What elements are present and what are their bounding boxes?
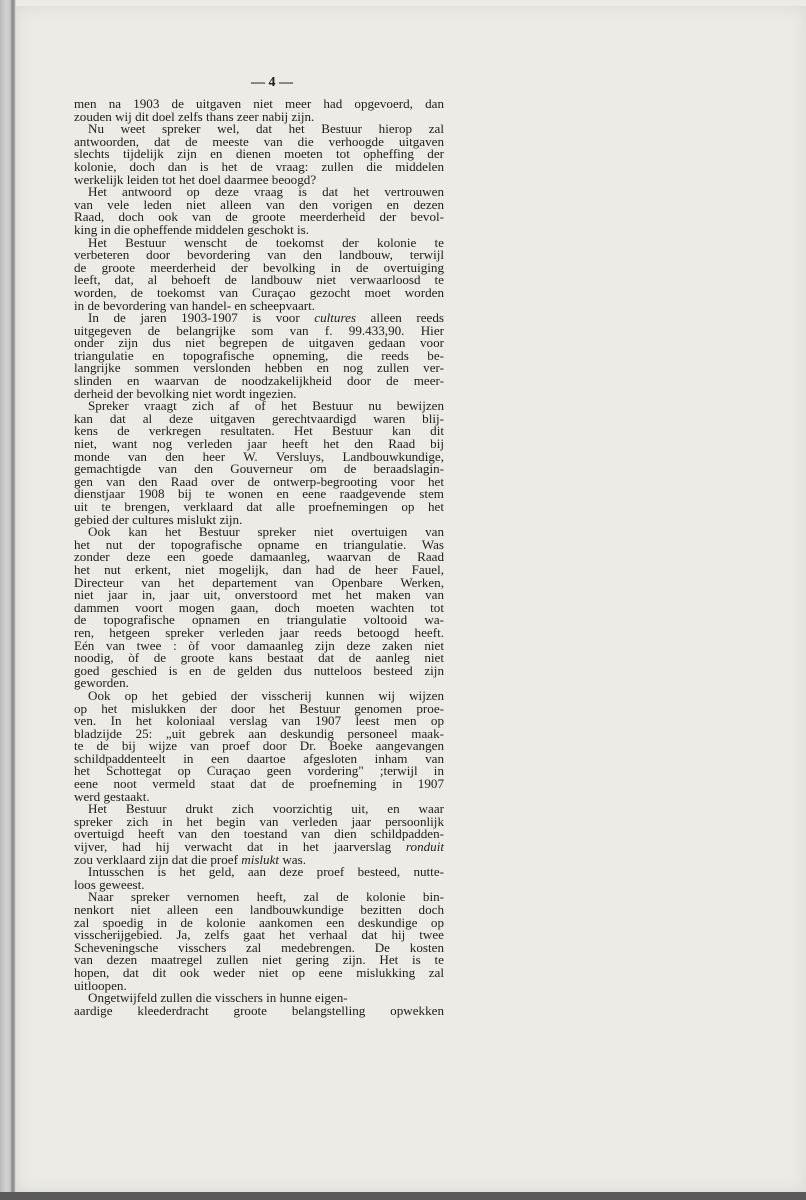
text-line: de groote meerderheid der bevolking in de overtuiging: [74, 259, 444, 275]
text-line: onder zijn dus niet begrepen de uitgaven gedaan voor: [74, 335, 444, 351]
text-line: Raad, doch ook van de groote meerderheid der bevol-: [74, 209, 444, 225]
text-line: Nu weet spreker wel, dat het Bestuur hierop zal: [88, 121, 444, 137]
text-line: van vele leden niet alleen van den vorigen en dezen: [74, 196, 444, 212]
text-line: te de bij wijze van proef door Dr. Boeke aangevangen: [74, 738, 444, 754]
text-line: geworden.: [74, 675, 129, 691]
text-line: men na 1903 de uitgaven niet meer had opgevoerd, dan: [74, 96, 444, 111]
text-line: loos geweest.: [74, 876, 145, 892]
text-line: leeft, dat, al behoeft de landbouw niet verwaarloosd te: [74, 272, 444, 288]
text-line: op het mislukken der door het Bestuur genomen proe-: [74, 700, 444, 716]
text-line: vijver, had hij verwacht dat in het jaarverslag ronduit: [74, 839, 444, 855]
text-line: worden, de toekomst van Curaçao gezocht moet worden: [74, 284, 444, 300]
text-line: langrijke sommen verslonden hebben en nog zullen ver-: [74, 360, 444, 376]
text-line: Ook op het gebied der visscherij kunnen wij wijzen: [88, 687, 444, 703]
text-line: Ongetwijfeld zullen die visschers in hunne eigen-: [88, 990, 348, 1006]
text-line: nenkort niet alleen een landbouwkundige bezitten doch: [74, 902, 444, 917]
text-line: zou verklaard zijn dat die proef mislukt was.: [74, 851, 306, 867]
text-line: Spreker vraagt zich af of het Bestuur nu bewijzen: [88, 398, 444, 414]
text-line: zonder deze een goede damaanleg, waarvan de Raad: [74, 549, 444, 565]
text-line: schildpaddenteelt in een daartoe afgesloten inham van: [74, 750, 444, 766]
text-line: van dezen maatregel zullen niet gering zijn. Het is te: [74, 952, 444, 968]
text-line: Directeur van het departement van Openbare Werken,: [74, 574, 444, 590]
text-line: kan dat al deze uitgaven gerechtvaardigd waren blij-: [74, 410, 444, 426]
text-line: het Schottegat op Curaçao geen vordering" ;terwijl in: [74, 763, 444, 779]
text-line: gebied der cultures mislukt zijn.: [74, 511, 243, 527]
text-line: uitloopen.: [74, 977, 127, 993]
text-line: Het Bestuur wenscht de toekomst der kolonie te: [88, 234, 444, 250]
text-line: werkelijk leiden tot het doel daarmee beoogd?: [74, 171, 317, 187]
text-line: king in die opheffende middelen geschokt is.: [74, 221, 310, 237]
text-line: monde van den heer W. Versluys, Landbouwkundige,: [74, 448, 444, 464]
text-line: Scheveningsche visschers zal medebrengen. De kosten: [74, 939, 444, 955]
text-line: noodig, òf de groote kans bestaat dat de aanleg niet: [74, 650, 444, 666]
text-line: niet jaar in, jaar uit, onverstoord met het maken van: [74, 587, 444, 603]
text-line: uit te brengen, verklaard dat alle proefnemingen op het: [74, 499, 444, 514]
scanner-bottom-edge: [0, 1192, 806, 1200]
text-line: Het antwoord op deze vraag is dat het vertrouwen: [88, 184, 444, 200]
text-line: slinden en waarvan de noodzakelijkheid door de meer-: [74, 373, 444, 389]
text-line: zouden wij dit doel zelfs thans zeer nabij zijn.: [74, 108, 315, 124]
text-line: spreker zich in het begin van verleden jaar persoonlijk: [74, 813, 444, 829]
text-line: ren, hetgeen spreker verleden jaar reeds betoogd heeft.: [74, 624, 444, 640]
text-line: bladzijde 25: „uit gebrek aan deskundig personeel maak-: [74, 725, 444, 741]
text-line: in de bevordering van handel- en scheepvaart.: [74, 297, 316, 313]
text-line: Intusschen is het geld, aan deze proef besteed, nutte-: [88, 864, 444, 880]
text-line: kolonie, doch dan is het de vraag: zullen die middelen: [74, 158, 444, 174]
text-line: het nut erkent, niet mogelijk, dan had de heer Fauel,: [74, 561, 444, 577]
text-line: verbeteren door bevordering van den landbouw, terwijl: [74, 247, 444, 263]
text-line: niet, want nog verleden jaar heeft het den Raad bij: [74, 436, 444, 452]
text-line: werd gestaakt.: [74, 788, 150, 804]
text-line: Ook kan het Bestuur spreker niet overtuigen van: [88, 524, 444, 540]
text-line: goed geschied is en de gelden dus nutteloos besteed zijn: [74, 662, 444, 678]
text-line: dammen voort mogen gaan, doch moeten wachten tot: [74, 599, 444, 615]
text-line: hopen, dat dit ook weder niet op eene mislukking zal: [74, 964, 444, 980]
body-text: [74, 98, 444, 1017]
text-line: Het Bestuur drukt zich voorzichtig uit, en waar: [88, 801, 444, 817]
text-line: visscherijgebied. Ja, zelfs gaat het verhaal dat hij twee: [74, 927, 444, 943]
text-line: ven. In het koloniaal verslag van 1907 leest men op: [74, 713, 444, 729]
text-line: Eén van twee : òf voor damaanleg zijn deze zaken niet: [74, 637, 444, 653]
text-line: het nut der topografische opname en triangulatie. Was: [74, 536, 444, 552]
text-line: gemachtigde van den Gouverneur om de beraadslagin-: [74, 461, 444, 477]
page-number: — 4 —: [251, 75, 293, 90]
text-line: gen van den Raad over de ontwerp-begrooting voor het: [74, 473, 444, 489]
text-line: de topografische opnamen en triangulatie voltooid wa-: [74, 612, 444, 628]
text-line: dienstjaar 1908 bij te wonen en eene raadgevende stem: [74, 486, 444, 502]
text-line: aardige kleederdracht groote belangstelling opwekken: [74, 1002, 444, 1018]
text-line: overtuigd heeft van den toestand van dien schildpadden-: [74, 826, 444, 842]
text-line: Naar spreker vernomen heeft, zal de kolonie bin-: [88, 889, 444, 905]
text-line: antwoorden, dat de meeste van die verhoogde uitgaven: [74, 133, 444, 149]
text-line: kens de verkregen resultaten. Het Bestuur kan dit: [74, 423, 444, 439]
text-line: uitgegeven de belangrijke som van f. 99.433,90. Hier: [74, 322, 444, 338]
text-line: zal spoedig in de kolonie aankomen een deskundige op: [74, 914, 444, 930]
text-line: eene noot vermeld staat dat de proefneming in 1907: [74, 776, 444, 792]
text-line: slechts tijdelijk zijn en dienen moeten tot opheffing der: [74, 146, 444, 162]
text-line: In de jaren 1903-1907 is voor cultures alleen reeds: [88, 310, 444, 326]
text-line: derheid der bevolking niet wordt ingezien.: [74, 385, 297, 401]
text-line: triangulatie en topografische opneming, die reeds be-: [74, 347, 444, 363]
